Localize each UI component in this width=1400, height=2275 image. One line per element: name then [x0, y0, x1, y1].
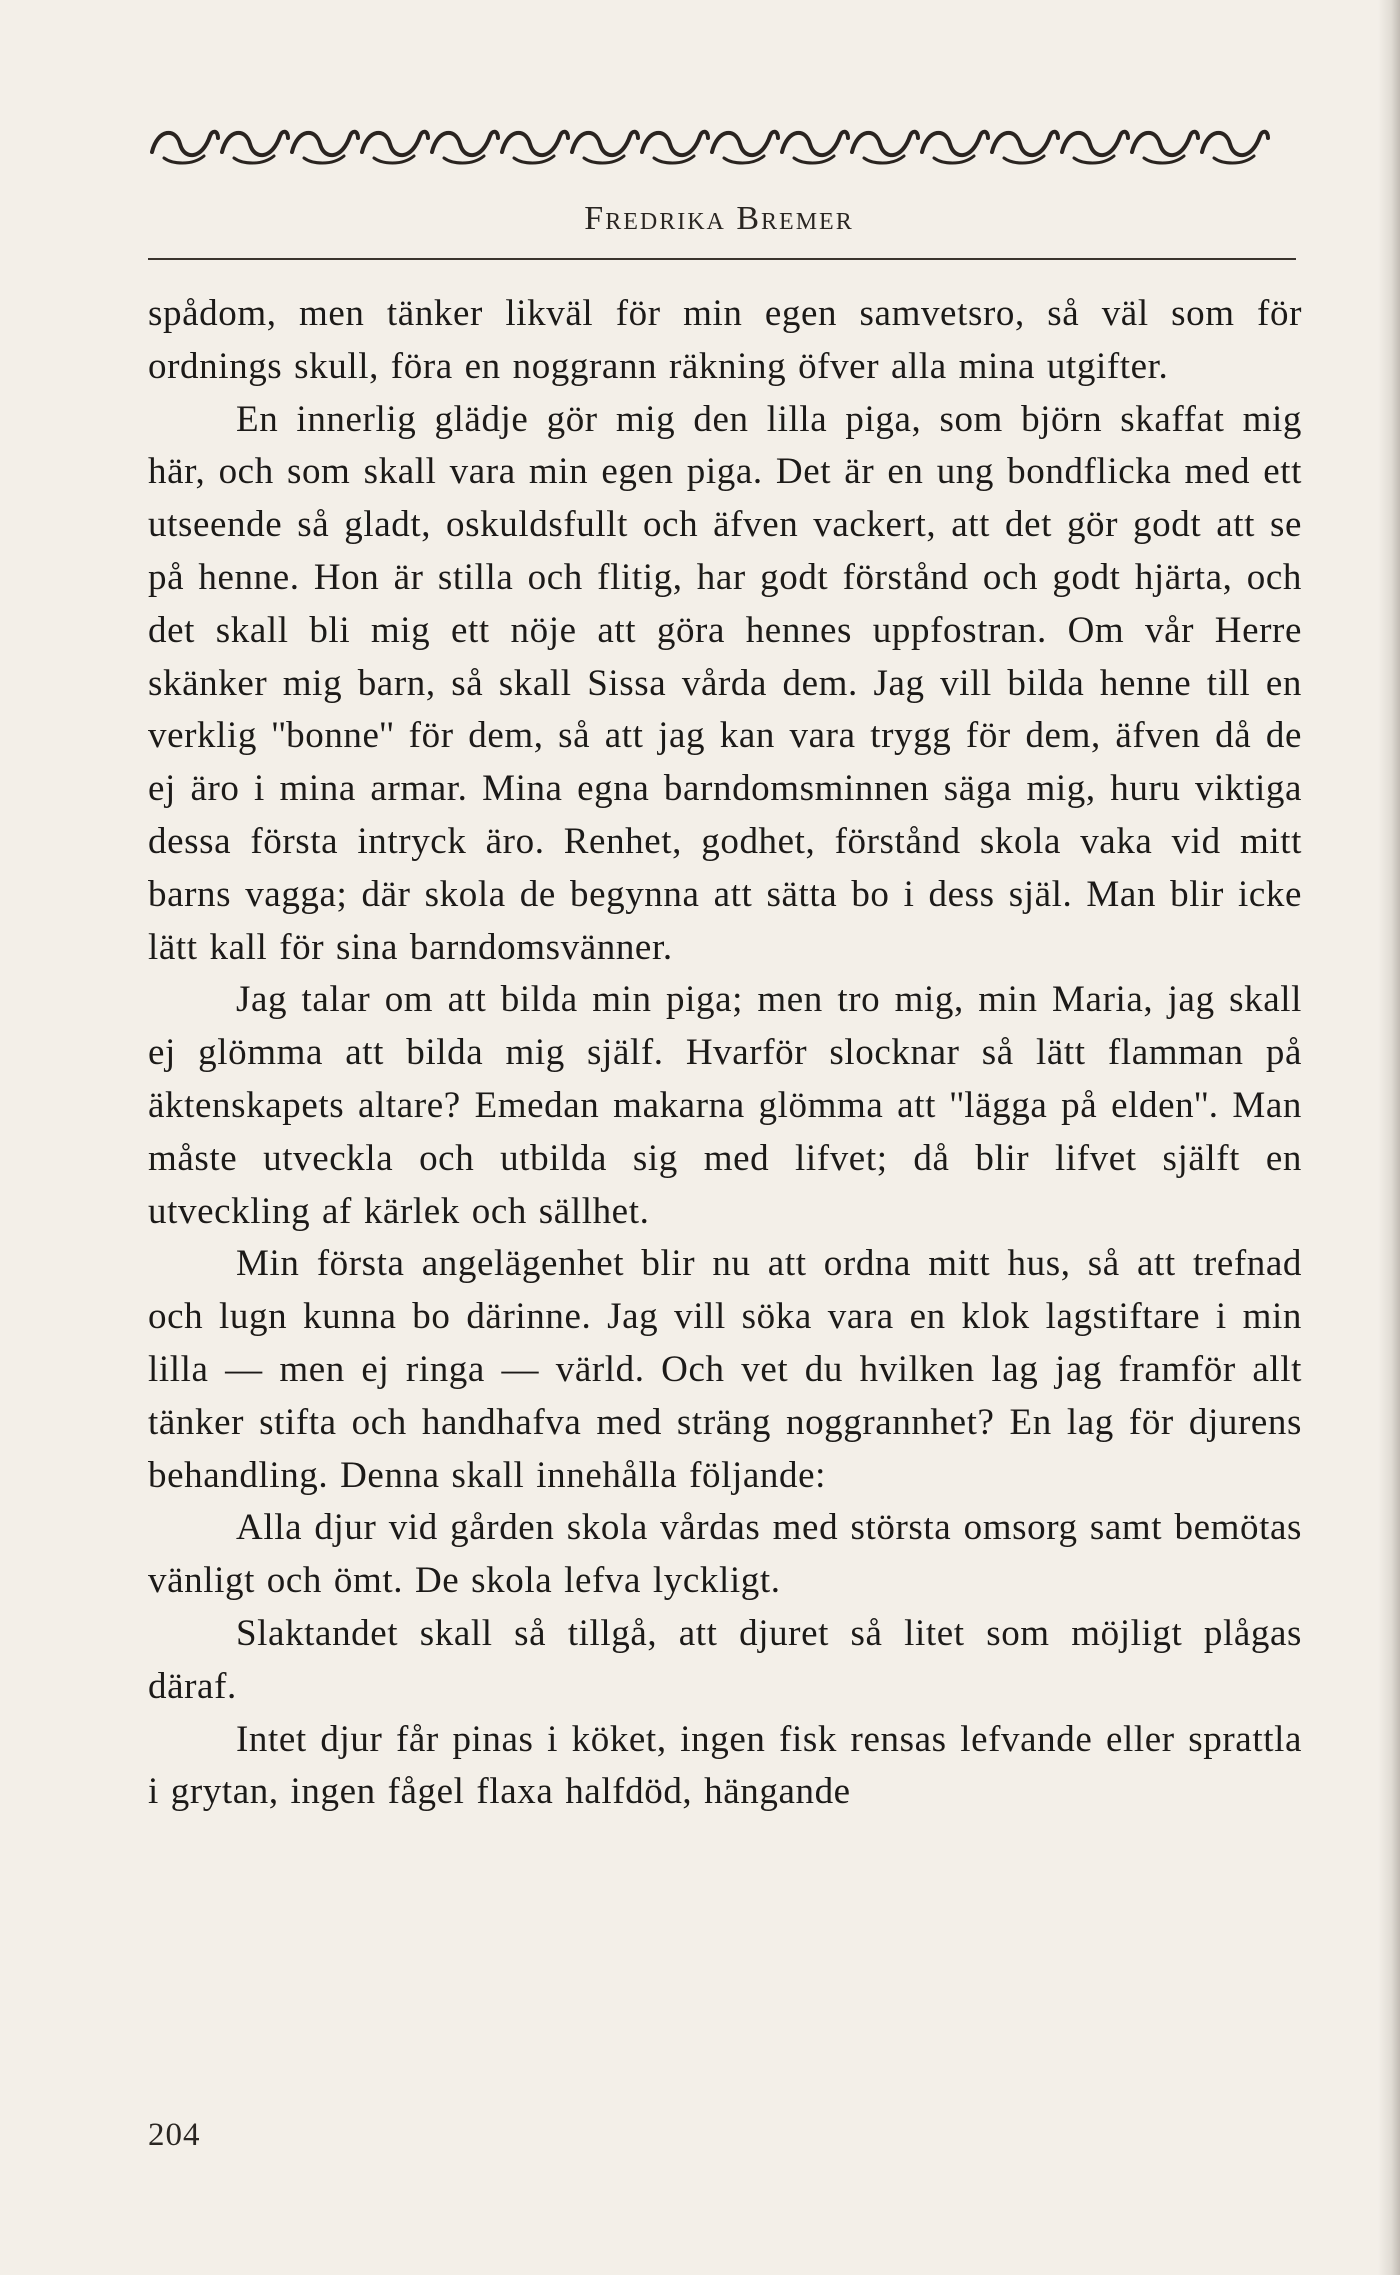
ornament-motif [1062, 132, 1128, 155]
ornament-motif [584, 156, 624, 163]
ornament-motif [712, 132, 778, 155]
ornament-motif [1144, 156, 1184, 163]
ornament-motif [864, 156, 904, 163]
ornament-motif [222, 132, 288, 155]
ornament-motif [782, 132, 848, 155]
ornament-motif [432, 132, 498, 155]
ornament-motif [514, 156, 554, 163]
ornament-motif [922, 132, 988, 155]
page-number: 204 [148, 2117, 201, 2153]
ornament-motif [502, 132, 568, 155]
ornament-motif [152, 132, 218, 155]
paragraph: Intet djur får pinas i köket, ingen fisk rensas lefvande eller sprattla i grytan, ingen fågel flaxa halfdöd, hängande [148, 1718, 1302, 1813]
ornament-motif [572, 132, 638, 155]
ornament-motif [1004, 156, 1044, 163]
ornament-motif [1202, 132, 1268, 155]
ornament-motif [374, 156, 414, 163]
paragraph: Jag talar om att bilda min piga; men tro mig, min Maria, jag skall ej glömma att bilda mig själf. Hvarför slocknar så lätt flamman på äktenskapets altare? Emedan makarna glömma att ''lägga på elden''. Man måste utveckla och utbilda sig med lifvet; då blir lifvet själft en utveckling af kärlek och sällhet. [148, 979, 1302, 1232]
paragraph: En innerlig glädje gör mig den lilla piga, som björn skaffat mig här, och som skall vara min egen piga. Det är en ung bondflicka med ett utseende så gladt, oskuldsfullt och äfven vackert, att det gör godt att se på henne. Hon är stilla och flitig, har godt förstånd och godt hjärta, och det skall bli mig ett nöje att göra hennes uppfostran. Om vår Herre skänker mig barn, så skall Sissa vårda dem. Jag vill bilda henne till en verklig ''bonne'' för dem, så att jag kan vara trygg för dem, äfven då de ej äro i mina armar. Mina egna barndomsminnen säga mig, huru viktiga dessa första intryck äro. Renhet, godhet, förstånd skola vaka vid mitt barns vagga; där skola de begynna att sätta bo i dess själ. Man blir icke lätt kall för sina barndomsvänner. [148, 398, 1302, 968]
ornament-motif [1074, 156, 1114, 163]
header-rule [148, 258, 1296, 260]
ornament-motif [724, 156, 764, 163]
scroll-band-ornament-icon [148, 118, 1290, 170]
paragraph: spådom, men tänker likväl för min egen samvetsro, så väl som för ordnings skull, föra en noggrann räkning öfver alla mina utgifter. [148, 293, 1302, 387]
ornament-motif [992, 132, 1058, 155]
ornament-motif [362, 132, 428, 155]
ornament-motif [304, 156, 344, 163]
ornament-motif [642, 132, 708, 155]
ornament-motif [794, 156, 834, 163]
ornament-motif [934, 156, 974, 163]
ornament-motif [852, 132, 918, 155]
paragraph: Min första angelägenhet blir nu att ordna mitt hus, så att trefnad och lugn kunna bo därinne. Jag vill söka vara en klok lagstiftare i min lilla — men ej ringa — värld. Och vet du hvilken lag jag framför allt tänker stifta och handhafva med sträng noggrannhet? En lag för djurens behandling. Denna skall innehålla följande: [148, 1243, 1302, 1496]
ornament-motif [1132, 132, 1198, 155]
body-text [148, 288, 1302, 1819]
ornament-motif [234, 156, 274, 163]
running-head: Fredrika Bremer [584, 200, 854, 237]
ornament-motif [164, 156, 204, 163]
ornament-motif [292, 132, 358, 155]
paragraph: Slaktandet skall så tillgå, att djuret så litet som möjligt plågas däraf. [148, 1612, 1302, 1707]
ornament-motif [444, 156, 484, 163]
ornament-motif [654, 156, 694, 163]
ornament-motif [1214, 156, 1254, 163]
page-edge-shadow [1378, 0, 1400, 2275]
paragraph: Alla djur vid gården skola vårdas med största omsorg samt bemötas vänligt och ömt. De skola lefva lyckligt. [148, 1507, 1302, 1602]
